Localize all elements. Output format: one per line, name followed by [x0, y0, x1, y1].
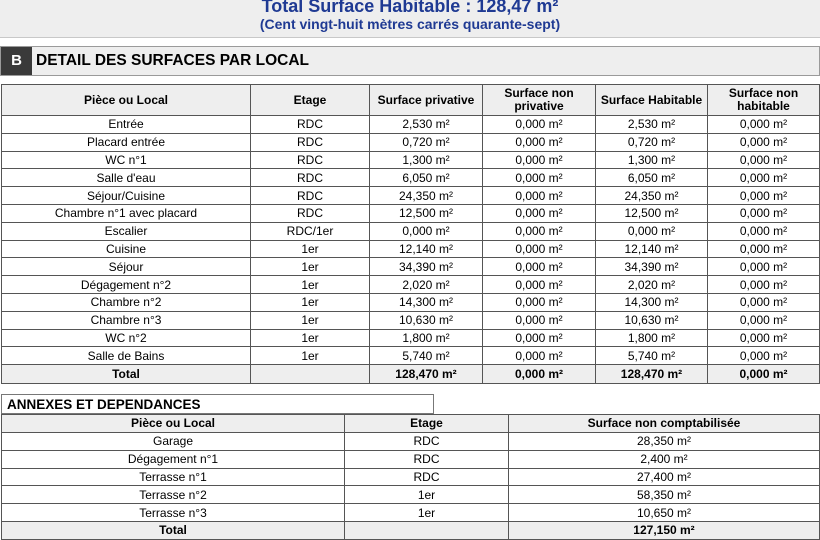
- cell-floor: 1er: [251, 329, 370, 347]
- table-row: [2, 151, 820, 169]
- cell-floor: 1er: [345, 486, 509, 504]
- cell-room: Salle d'eau: [2, 169, 251, 187]
- cell-floor: RDC: [251, 116, 370, 134]
- table-row: [2, 116, 820, 134]
- table-row: [2, 293, 820, 311]
- cell-room: Placard entrée: [2, 133, 251, 151]
- col-header-nonhabitable: Surface non habitable: [708, 85, 820, 116]
- total-floor: [345, 521, 509, 539]
- cell-private: 5,740 m²: [370, 347, 483, 365]
- total-habitable: 128,470 m²: [596, 365, 708, 384]
- cell-nonprivate: 0,000 m²: [483, 293, 596, 311]
- cell-nonhabitable: 0,000 m²: [708, 204, 820, 222]
- cell-nonprivate: 0,000 m²: [483, 151, 596, 169]
- cell-floor: 1er: [251, 347, 370, 365]
- cell-room: Chambre n°2: [2, 293, 251, 311]
- table-row: [2, 329, 820, 347]
- cell-nonhabitable: 0,000 m²: [708, 311, 820, 329]
- table-row: [2, 486, 820, 504]
- cell-floor: RDC: [251, 151, 370, 169]
- cell-room: Escalier: [2, 222, 251, 240]
- section-b-header: [0, 46, 820, 76]
- cell-nonhabitable: 0,000 m²: [708, 240, 820, 258]
- cell-room: Séjour: [2, 258, 251, 276]
- total-nonhabitable: 0,000 m²: [708, 365, 820, 384]
- table-row: [2, 187, 820, 205]
- cell-private: 24,350 m²: [370, 187, 483, 205]
- cell-nonhabitable: 0,000 m²: [708, 347, 820, 365]
- cell-private: 1,800 m²: [370, 329, 483, 347]
- cell-floor: 1er: [251, 258, 370, 276]
- cell-nonhabitable: 0,000 m²: [708, 151, 820, 169]
- cell-private: 12,500 m²: [370, 204, 483, 222]
- cell-private: 12,140 m²: [370, 240, 483, 258]
- cell-room: Terrasse n°3: [2, 504, 345, 522]
- col-header-floor: Etage: [251, 85, 370, 116]
- cell-habitable: 10,630 m²: [596, 311, 708, 329]
- table-row: [2, 450, 820, 468]
- cell-habitable: 5,740 m²: [596, 347, 708, 365]
- table-row: [2, 169, 820, 187]
- cell-floor: RDC/1er: [251, 222, 370, 240]
- cell-nonprivate: 0,000 m²: [483, 240, 596, 258]
- cell-nonprivate: 0,000 m²: [483, 116, 596, 134]
- cell-uncounted: 28,350 m²: [509, 433, 820, 451]
- cell-habitable: 1,800 m²: [596, 329, 708, 347]
- cell-habitable: 6,050 m²: [596, 169, 708, 187]
- annexes-title: ANNEXES ET DEPENDANCES: [1, 394, 434, 414]
- cell-nonprivate: 0,000 m²: [483, 329, 596, 347]
- cell-private: 34,390 m²: [370, 258, 483, 276]
- cell-habitable: 0,000 m²: [596, 222, 708, 240]
- cell-floor: 1er: [251, 311, 370, 329]
- cell-room: Dégagement n°1: [2, 450, 345, 468]
- col-header-habitable: Surface Habitable: [596, 85, 708, 116]
- cell-uncounted: 10,650 m²: [509, 504, 820, 522]
- cell-private: 1,300 m²: [370, 151, 483, 169]
- cell-nonprivate: 0,000 m²: [483, 258, 596, 276]
- cell-room: Séjour/Cuisine: [2, 187, 251, 205]
- cell-room: Terrasse n°2: [2, 486, 345, 504]
- cell-uncounted: 27,400 m²: [509, 468, 820, 486]
- cell-floor: 1er: [251, 276, 370, 294]
- table-row: [2, 468, 820, 486]
- section-letter: B: [1, 47, 32, 75]
- cell-habitable: 34,390 m²: [596, 258, 708, 276]
- cell-room: Dégagement n°2: [2, 276, 251, 294]
- cell-private: 2,020 m²: [370, 276, 483, 294]
- col-header-private: Surface privative: [370, 85, 483, 116]
- total-row: [2, 521, 820, 539]
- surfaces-detail-table: [1, 84, 820, 384]
- cell-nonprivate: 0,000 m²: [483, 347, 596, 365]
- col-header-room: Pièce ou Local: [2, 415, 345, 433]
- cell-nonhabitable: 0,000 m²: [708, 276, 820, 294]
- table-row: [2, 133, 820, 151]
- cell-habitable: 1,300 m²: [596, 151, 708, 169]
- cell-room: Entrée: [2, 116, 251, 134]
- cell-habitable: 0,720 m²: [596, 133, 708, 151]
- cell-nonhabitable: 0,000 m²: [708, 116, 820, 134]
- cell-nonhabitable: 0,000 m²: [708, 329, 820, 347]
- cell-nonhabitable: 0,000 m²: [708, 187, 820, 205]
- cell-private: 10,630 m²: [370, 311, 483, 329]
- cell-habitable: 2,530 m²: [596, 116, 708, 134]
- table-row: [2, 347, 820, 365]
- cell-nonhabitable: 0,000 m²: [708, 169, 820, 187]
- total-row: [2, 365, 820, 384]
- cell-room: Chambre n°3: [2, 311, 251, 329]
- table-row: [2, 504, 820, 522]
- cell-habitable: 12,140 m²: [596, 240, 708, 258]
- cell-nonhabitable: 0,000 m²: [708, 222, 820, 240]
- cell-floor: RDC: [345, 433, 509, 451]
- cell-room: Salle de Bains: [2, 347, 251, 365]
- col-header-floor: Etage: [345, 415, 509, 433]
- cell-habitable: 24,350 m²: [596, 187, 708, 205]
- cell-room: Terrasse n°1: [2, 468, 345, 486]
- cell-private: 0,000 m²: [370, 222, 483, 240]
- cell-floor: 1er: [251, 240, 370, 258]
- table-row: [2, 276, 820, 294]
- table-row: [2, 222, 820, 240]
- table-row: [2, 258, 820, 276]
- cell-uncounted: 58,350 m²: [509, 486, 820, 504]
- cell-nonprivate: 0,000 m²: [483, 222, 596, 240]
- cell-habitable: 12,500 m²: [596, 204, 708, 222]
- cell-nonprivate: 0,000 m²: [483, 311, 596, 329]
- cell-floor: RDC: [251, 187, 370, 205]
- cell-habitable: 14,300 m²: [596, 293, 708, 311]
- summary-header: [0, 0, 820, 38]
- cell-nonprivate: 0,000 m²: [483, 169, 596, 187]
- cell-floor: RDC: [345, 468, 509, 486]
- annexes-table: [1, 414, 820, 540]
- table-row: [2, 311, 820, 329]
- cell-habitable: 2,020 m²: [596, 276, 708, 294]
- cell-floor: RDC: [251, 169, 370, 187]
- table-row: [2, 204, 820, 222]
- table-row: [2, 433, 820, 451]
- cell-floor: 1er: [251, 293, 370, 311]
- cell-private: 6,050 m²: [370, 169, 483, 187]
- cell-nonprivate: 0,000 m²: [483, 204, 596, 222]
- cell-private: 2,530 m²: [370, 116, 483, 134]
- cell-room: Chambre n°1 avec placard: [2, 204, 251, 222]
- col-header-uncounted: Surface non comptabilisée: [509, 415, 820, 433]
- cell-floor: 1er: [345, 504, 509, 522]
- total-label: Total: [2, 365, 251, 384]
- cell-room: Garage: [2, 433, 345, 451]
- total-nonprivate: 0,000 m²: [483, 365, 596, 384]
- cell-floor: RDC: [251, 204, 370, 222]
- total-uncounted: 127,150 m²: [509, 521, 820, 539]
- total-floor: [251, 365, 370, 384]
- cell-room: WC n°2: [2, 329, 251, 347]
- table-header-row: [2, 415, 820, 433]
- cell-private: 0,720 m²: [370, 133, 483, 151]
- cell-uncounted: 2,400 m²: [509, 450, 820, 468]
- cell-nonhabitable: 0,000 m²: [708, 133, 820, 151]
- cell-floor: RDC: [345, 450, 509, 468]
- cell-nonhabitable: 0,000 m²: [708, 258, 820, 276]
- table-header-row: [2, 85, 820, 116]
- cell-nonprivate: 0,000 m²: [483, 133, 596, 151]
- col-header-nonprivate: Surface non privative: [483, 85, 596, 116]
- cell-nonprivate: 0,000 m²: [483, 187, 596, 205]
- col-header-room: Pièce ou Local: [2, 85, 251, 116]
- total-surface-title: Total Surface Habitable : 128,47 m²: [261, 0, 559, 16]
- cell-nonprivate: 0,000 m²: [483, 276, 596, 294]
- cell-room: WC n°1: [2, 151, 251, 169]
- table-row: [2, 240, 820, 258]
- cell-private: 14,300 m²: [370, 293, 483, 311]
- total-private: 128,470 m²: [370, 365, 483, 384]
- total-label: Total: [2, 521, 345, 539]
- cell-floor: RDC: [251, 133, 370, 151]
- cell-nonhabitable: 0,000 m²: [708, 293, 820, 311]
- total-surface-words: (Cent vingt-huit mètres carrés quarante-sept): [259, 16, 561, 32]
- cell-room: Cuisine: [2, 240, 251, 258]
- section-title: DETAIL DES SURFACES PAR LOCAL: [36, 52, 309, 69]
